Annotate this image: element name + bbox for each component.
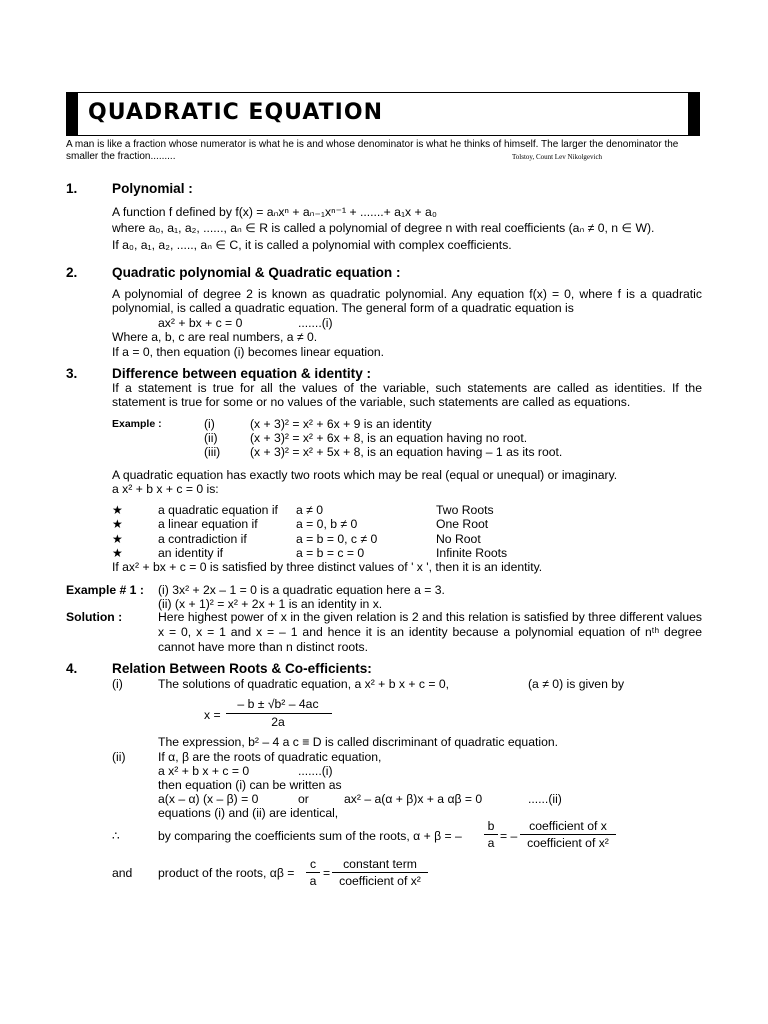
- s3-paragraph-1: If a statement is true for all the values of the variable, such statements are called as identities. If the statement is true for some or no values of the variable, such statements are called as equations.: [112, 381, 702, 409]
- s1-line-2: where a₀, a₁, a₂, ......, aₙ ∈ R is called a polynomial of degree n with real coefficients (aₙ ≠ 0, n ∈ W).: [112, 221, 655, 235]
- s2-line-3: If a = 0, then equation (i) becomes linear equation.: [112, 345, 385, 359]
- sum-frac2-numerator: coefficient of x: [529, 819, 607, 833]
- s3-example-1-text: (x + 3)² = x² + 6x + 9 is an identity: [250, 417, 432, 431]
- discriminant-text: The expression, b² – 4 a c ≡ D is called discriminant of quadratic equation.: [158, 735, 559, 749]
- title-bottom-rule: [66, 135, 700, 136]
- example-1-line-2: (ii) (x + 1)² = x² + 2x + 1 is an identity in x.: [158, 597, 383, 611]
- therefore-symbol: ∴: [112, 829, 120, 843]
- s4-ii-line-4-tag: ......(ii): [528, 792, 562, 806]
- section-4-heading: Relation Between Roots & Co-efficients:: [112, 661, 372, 676]
- solution-text: Here highest power of x in the given relation is 2 and this relation is satisfied by three different values x = 0, x = 1 and x = – 1 and hence it is an identity because a polynomial equation of nᵗʰ degree cannot have more than n distinct roots.: [158, 610, 702, 654]
- sum-frac2-denominator: coefficient of x²: [527, 836, 609, 850]
- s4-ii-num: (ii): [112, 750, 126, 764]
- section-2-heading: Quadratic polynomial & Quadratic equation :: [112, 265, 401, 280]
- prod-frac2-numerator: constant term: [343, 857, 417, 871]
- s3-example-2-text: (x + 3)² = x² + 6x + 8, is an equation having no root.: [250, 431, 528, 445]
- star-icon: ★: [112, 546, 123, 560]
- star-icon: ★: [112, 503, 123, 517]
- s2-paragraph: A polynomial of degree 2 is known as quadratic polynomial. Any equation f(x) = 0, where f is a quadratic polynomial, is called a quadratic equation. The general form of a quadratic equation is: [112, 287, 702, 315]
- s2-line-2: Where a, b, c are real numbers, a ≠ 0.: [112, 330, 318, 344]
- case-3-type: a contradiction if: [158, 532, 247, 546]
- sum-frac2-bar: [520, 834, 616, 835]
- sum-of-roots-text: by comparing the coefficients sum of the roots, α + β = –: [158, 829, 462, 843]
- x-equals: x =: [204, 708, 221, 722]
- case-3-cond: a = b = 0, c ≠ 0: [296, 532, 378, 546]
- prod-equals: =: [323, 866, 331, 880]
- quote-author: Tolstoy, Count Lev Nikolgevich: [512, 153, 603, 161]
- s4-ii-line-4-or: or: [298, 792, 309, 806]
- formula-fraction-bar: [226, 713, 332, 714]
- s4-ii-line-1: If α, β are the roots of quadratic equation,: [158, 750, 382, 764]
- s4-ii-line-4a: a(x – α) (x – β) = 0: [158, 792, 259, 806]
- prod-frac-numerator: c: [309, 857, 317, 871]
- s1-line-3: If a₀, a₁, a₂, ....., aₙ ∈ C, it is called a polynomial with complex coefficients.: [112, 238, 512, 252]
- s4-ii-line-2-tag: .......(i): [298, 764, 333, 778]
- prod-frac-bar: [306, 872, 320, 873]
- example-1-label: Example # 1 :: [66, 583, 144, 597]
- s3-paragraph-2: A quadratic equation has exactly two roots which may be real (equal or unequal) or imaginary.: [112, 468, 618, 482]
- s1-line-1: A function f defined by f(x) = aₙxⁿ + aₙ₋₁xⁿ⁻¹ + .......+ a₁x + a₀: [112, 205, 437, 219]
- title-bar: [66, 92, 700, 136]
- and-label: and: [112, 866, 133, 880]
- page-title: QUADRATIC EQUATION: [88, 100, 383, 125]
- s3-paragraph-3: a x² + b x + c = 0 is:: [112, 482, 219, 496]
- case-3-result: No Root: [436, 532, 481, 546]
- s3-paragraph-4: If ax² + bx + c = 0 is satisfied by three distinct values of ' x ', then it is an identity.: [112, 560, 543, 574]
- section-3-number: 3.: [66, 366, 78, 381]
- s3-example-2-num: (ii): [204, 431, 218, 445]
- sum-frac-denominator: a: [487, 836, 495, 850]
- title-bar-left-block: [66, 92, 78, 136]
- s4-ii-line-2: a x² + b x + c = 0: [158, 764, 250, 778]
- prod-frac-denominator: a: [309, 874, 317, 888]
- star-icon: ★: [112, 517, 123, 531]
- sum-frac-bar: [484, 834, 498, 835]
- s3-example-3-text: (x + 3)² = x² + 5x + 8, is an equation having – 1 as its root.: [250, 445, 563, 459]
- example-1-line-1: (i) 3x² + 2x – 1 = 0 is a quadratic equation here a = 3.: [158, 583, 445, 597]
- section-1-heading: Polynomial :: [112, 181, 193, 196]
- sum-equals: = –: [500, 829, 518, 843]
- sum-frac-numerator: b: [487, 819, 495, 833]
- case-1-cond: a ≠ 0: [296, 503, 324, 517]
- prod-frac2-denominator: coefficient of x²: [339, 874, 421, 888]
- s4-i-condition: (a ≠ 0) is given by: [528, 677, 625, 691]
- quote-text: A man is like a fraction whose numerator is what he is and whose denominator is what he thinks of himself. The larger the denominator the smaller the fraction.........: [66, 139, 679, 162]
- s4-ii-line-3: then equation (i) can be written as: [158, 778, 342, 792]
- case-4-type: an identity if: [158, 546, 224, 560]
- section-1-number: 1.: [66, 181, 78, 196]
- s3-example-label: Example :: [112, 418, 162, 430]
- s2-equation-tag: .......(i): [298, 316, 333, 330]
- s3-example-3-num: (iii): [204, 445, 221, 459]
- prod-frac2-bar: [332, 872, 428, 873]
- case-1-type: a quadratic equation if: [158, 503, 278, 517]
- title-bar-right-block: [688, 92, 700, 136]
- case-2-result: One Root: [436, 517, 489, 531]
- case-4-cond: a = b = c = 0: [296, 546, 365, 560]
- case-1-result: Two Roots: [436, 503, 494, 517]
- case-4-result: Infinite Roots: [436, 546, 508, 560]
- case-2-type: a linear equation if: [158, 517, 258, 531]
- product-of-roots-text: product of the roots, αβ =: [158, 866, 295, 880]
- s3-example-1-num: (i): [204, 417, 215, 431]
- formula-numerator: – b ± √b² – 4ac: [237, 697, 319, 711]
- s4-ii-line-5: equations (i) and (ii) are identical,: [158, 806, 339, 820]
- s4-i-num: (i): [112, 677, 123, 691]
- solution-label: Solution :: [66, 610, 123, 624]
- s4-i-text: The solutions of quadratic equation, a x² + b x + c = 0,: [158, 677, 449, 691]
- s4-ii-line-4b: ax² – a(α + β)x + a αβ = 0: [344, 792, 483, 806]
- s2-equation: ax² + bx + c = 0: [158, 316, 243, 330]
- title-top-rule: [66, 92, 700, 93]
- case-2-cond: a = 0, b ≠ 0: [296, 517, 358, 531]
- star-icon: ★: [112, 532, 123, 546]
- formula-denominator: 2a: [271, 715, 285, 729]
- section-4-number: 4.: [66, 661, 78, 676]
- section-3-heading: Difference between equation & identity :: [112, 366, 372, 381]
- section-2-number: 2.: [66, 265, 78, 280]
